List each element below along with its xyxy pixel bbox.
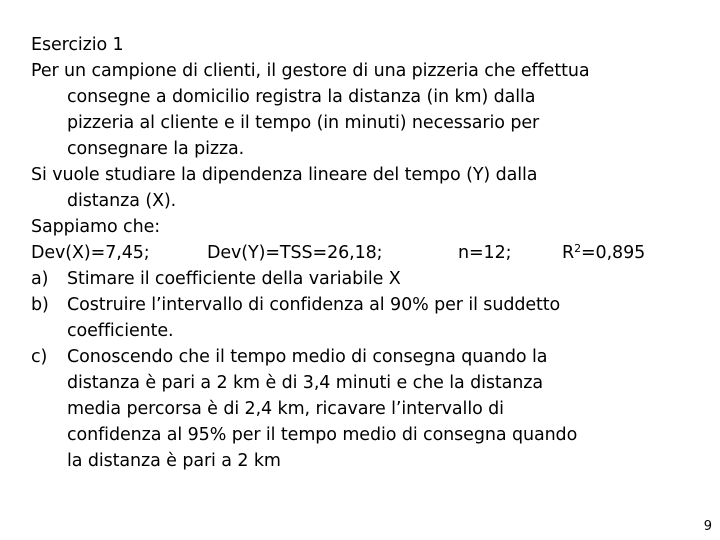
- question-line: media percorsa è di 2,4 km, ricavare l’intervallo di: [67, 399, 504, 419]
- study-paragraph: [31, 162, 711, 214]
- known-label: Sappiamo che:: [31, 217, 161, 237]
- intro-paragraph: [31, 58, 711, 162]
- r-squared-exponent: 2: [574, 242, 581, 255]
- question-line: Conoscendo che il tempo medio di consegna quando la: [67, 347, 548, 367]
- intro-line: consegne a domicilio registra la distanza (in km) dalla: [67, 87, 536, 107]
- study-line: Si vuole studiare la dipendenza lineare del tempo (Y) dalla: [31, 165, 538, 185]
- question-b: [31, 292, 711, 344]
- question-marker: c): [31, 347, 48, 367]
- dev-x-value: Dev(X)=7,45;: [31, 243, 150, 263]
- given-values: [31, 240, 711, 266]
- exercise-text: [31, 32, 711, 474]
- question-list: [31, 266, 711, 474]
- question-line: distanza è pari a 2 km è di 3,4 minuti e che la distanza: [67, 373, 543, 393]
- r-squared-base: R: [562, 243, 575, 263]
- question-line: la distanza è pari a 2 km: [67, 451, 281, 471]
- n-value: n=12;: [458, 243, 512, 263]
- question-line: coefficiente.: [67, 321, 174, 341]
- intro-line: Per un campione di clienti, il gestore di una pizzeria che effettua: [31, 61, 590, 81]
- question-a: [31, 266, 711, 292]
- intro-line: consegnare la pizza.: [67, 139, 245, 159]
- r-squared-value: [562, 240, 645, 266]
- exercise-title: Esercizio 1: [31, 35, 124, 55]
- question-line: Costruire l’intervallo di confidenza al 90% per il suddetto: [67, 295, 561, 315]
- question-line: confidenza al 95% per il tempo medio di consegna quando: [67, 425, 578, 445]
- question-marker: b): [31, 295, 49, 315]
- r-squared-number: =0,895: [580, 243, 646, 263]
- intro-line: pizzeria al cliente e il tempo (in minuti) necessario per: [67, 113, 540, 133]
- question-marker: a): [31, 269, 49, 289]
- study-line: distanza (X).: [67, 191, 177, 211]
- dev-y-value: Dev(Y)=TSS=26,18;: [207, 243, 383, 263]
- question-c: [31, 344, 711, 474]
- page-number: 9: [703, 519, 712, 534]
- question-line: Stimare il coefficiente della variabile X: [67, 269, 401, 289]
